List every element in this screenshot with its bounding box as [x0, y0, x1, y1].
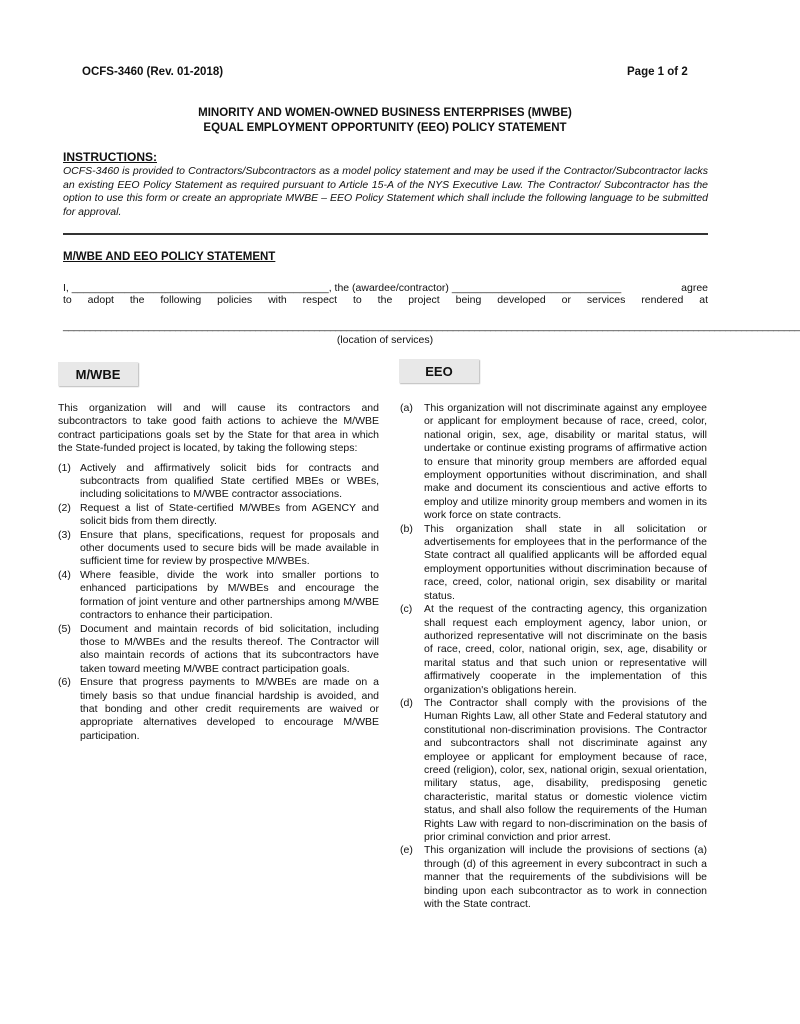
list-item: [400, 697, 707, 844]
item-text: This organization shall state in all solicitation or advertisements for employees that in the performance of the State contract all qualified applicants will be afforded equal employment opportunities without discrimination because of race, creed, color, national origin, sex disability or marital status.: [424, 522, 707, 602]
location-caption: (location of services): [336, 334, 434, 346]
item-text: This organization will include the provisions of sections (a) through (d) of this agreement in every subcontract in such a manner that the requirements of the subdivisions will be binding upon each subcontractor as to work in connection with the State contract.: [424, 844, 707, 911]
awardee-fill-line[interactable]: I, ____________________________________________, the (awardee/contractor) _____________________________: [63, 282, 622, 294]
title-line-1: MINORITY AND WOMEN-OWNED BUSINESS ENTERPRISES (MWBE): [198, 107, 572, 119]
item-marker: (3): [58, 528, 71, 541]
statement-line-2: to adopt the following policies with respect to the project being developed or services rendered at: [63, 294, 708, 306]
mwbe-column: [58, 402, 379, 743]
item-marker: (6): [58, 676, 71, 689]
agree-word: agree: [681, 282, 708, 294]
document-title: [0, 106, 770, 136]
eeo-provisions-list: [400, 402, 707, 911]
form-id: OCFS-3460 (Rev. 01-2018): [82, 66, 224, 78]
item-marker: (b): [400, 522, 413, 535]
item-text: Ensure that progress payments to M/WBEs are made on a timely basis so that undue financial hardship is avoided, and that bonding and other credit requirements are waived or appropriate alternatives developed to encourage M/WBE participation.: [80, 676, 379, 742]
mwbe-steps-list: [58, 462, 379, 744]
list-item: [58, 676, 379, 743]
item-text: The Contractor shall comply with the provisions of the Human Rights Law, all other State and Federal statutory and constitutional non-discrimination provisions. The Contractor and subcontractors shall not discriminate against any employee or applicant for employment because of race, creed (religion), color, sex, national origin, sexual orientation, military status, age, disability, predisposing genetic characteristic, marital status or domestic violence victim status, and shall also follow the requirements of the Human Rights Law with regard to non-discrimination on the basis of prior criminal conviction and prior arrest.: [424, 696, 707, 843]
item-text: Document and maintain records of bid solicitation, including those to M/WBEs and the results thereof. The Contractor will also maintain records of actions that its subcontractors have taken toward meeting M/WBE contract participation goals.: [80, 622, 379, 675]
list-item: [58, 529, 379, 569]
item-marker: (4): [58, 568, 71, 581]
statement-heading: M/WBE AND EEO POLICY STATEMENT: [63, 251, 276, 263]
list-item: [58, 502, 379, 529]
list-item: [58, 569, 379, 623]
list-item: [400, 523, 707, 603]
item-text: This organization will not discriminate against any employee or applicant for employment because of race, creed, color, national origin, sex, age, disability or marital status, will undertake or continue existing programs of affirmative action to ensure that minority group members are afforded equal employment opportunities without discrimination, and shall make and document its conscientious and active efforts to employ and utilize minority group members and women in its work force on state contracts.: [424, 402, 707, 522]
item-marker: (c): [400, 603, 413, 616]
item-marker: (5): [58, 622, 71, 635]
instructions-text: OCFS-3460 is provided to Contractors/Subcontractors as a model policy statement and may be used if the Contractor/Subcontractor lacks an existing EEO Policy Statement as required pursuant to Article 15-A of the NYS Executive Law. The Contractor/ Subcontractor has the option to use this form or create an appropriate MWBE – EEO Policy Statement which shall include the following language to be submitted for approval.: [63, 165, 708, 218]
mwbe-intro: This organization will and will cause its contractors and subcontractors to take good faith actions to achieve the M/WBE contract participations goals set by the State for that area in which the State-funded project is located, by taking the following steps:: [58, 402, 379, 455]
item-marker: (2): [58, 501, 71, 514]
item-marker: (d): [400, 696, 413, 709]
item-text: Request a list of State-certified M/WBEs from AGENCY and solicit bids from them directly.: [80, 501, 379, 528]
item-text: Where feasible, divide the work into smaller portions to enhanced participations by M/WBEs and encourage the formation of joint venture and other partnerships among M/WBE contractors to enhance their participation.: [80, 568, 379, 622]
location-fill-line[interactable]: __________________________________________________________________________________________________________________________________________: [63, 320, 800, 332]
instructions-heading: INSTRUCTIONS:: [63, 150, 157, 164]
eeo-column: [400, 402, 707, 911]
item-text: Ensure that plans, specifications, request for proposals and other documents used to secure bids will be made available in sufficient time for review by prospective M/WBEs.: [80, 528, 379, 568]
list-item: [400, 603, 707, 697]
list-item: [400, 402, 707, 523]
list-item: [400, 844, 707, 911]
item-text: Actively and affirmatively solicit bids for contracts and subcontracts from qualified State certified MBEs or WBEs, including solicitations to M/WBE contractor associations.: [80, 461, 379, 501]
item-marker: (1): [58, 461, 71, 474]
mwbe-section-tag: M/WBE: [58, 362, 138, 386]
item-marker: (a): [400, 402, 413, 414]
title-line-2: EQUAL EMPLOYMENT OPPORTUNITY (EEO) POLICY STATEMENT: [203, 122, 567, 134]
item-text: At the request of the contracting agency, this organization shall request each employment agency, labor union, or authorized representative will not discriminate on the basis of race, creed, color, national origin, sex, age, disability or marital status and that such union or representative will affirmatively cooperate in the implementation of this organization's obligations herein.: [424, 603, 707, 696]
section-divider: [63, 233, 708, 235]
item-marker: (e): [400, 844, 413, 857]
eeo-section-tag: EEO: [399, 359, 479, 383]
list-item: [58, 462, 379, 502]
list-item: [58, 623, 379, 677]
page-number: Page 1 of 2: [627, 66, 688, 78]
